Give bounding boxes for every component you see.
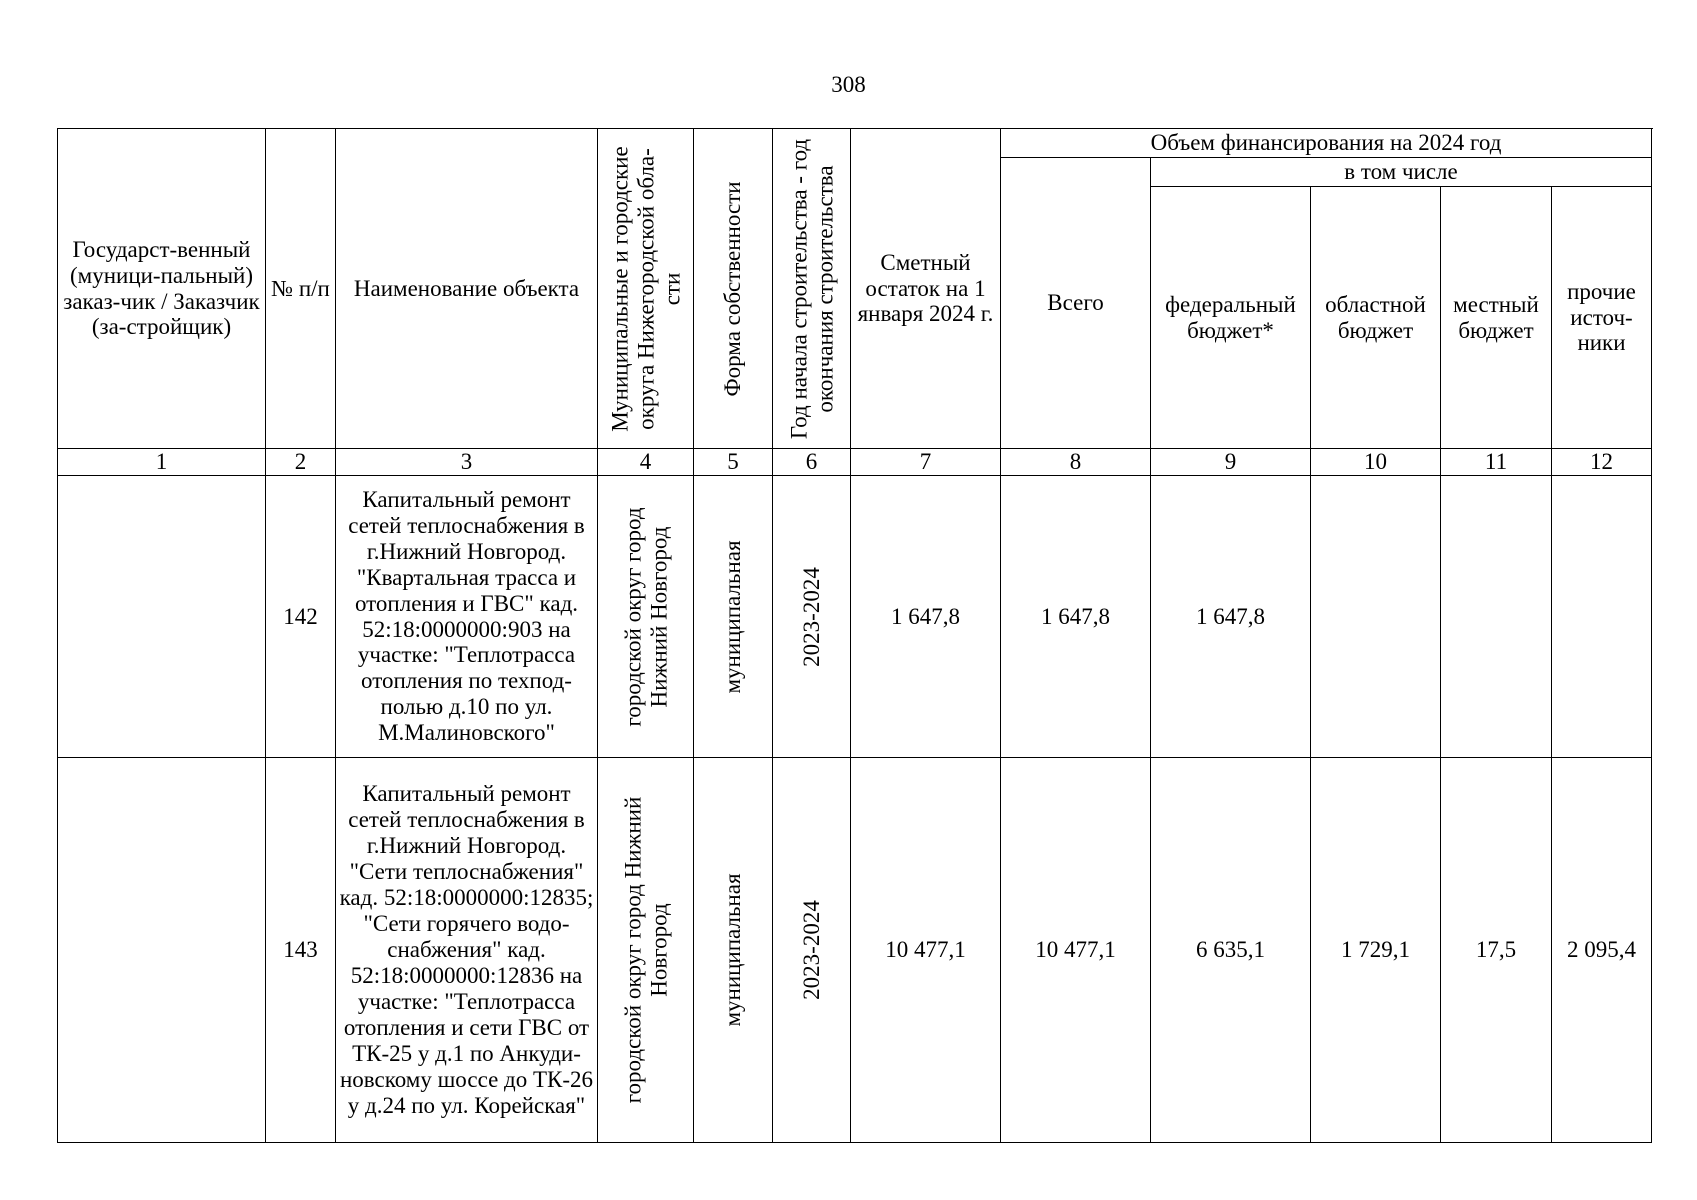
table-row [58, 476, 1652, 758]
column-number: 9 [1151, 449, 1311, 476]
cell-federal: 1 647,8 [1151, 476, 1311, 758]
cell-regional: 1 729,1 [1311, 758, 1441, 1143]
header-including: в том числе [1151, 158, 1652, 187]
column-number: 6 [773, 449, 851, 476]
column-number: 1 [58, 449, 266, 476]
cell-ownership: муниципальная [694, 476, 773, 758]
cell-years: 2023-2024 [773, 476, 851, 758]
cell-other [1552, 476, 1652, 758]
cell-num: 143 [266, 758, 336, 1143]
column-number: 2 [266, 449, 336, 476]
cell-object-name: Капитальный ремонт сетей теплоснабжения в г.Нижний Новгород. "Квартальная трасса и отопления и ГВС" кад. 52:18:0000000:903 на участке: "Теплотрасса отопления по техпод-полью д.10 по ул. М.Малиновского" [336, 476, 598, 758]
cell-estimated-balance: 1 647,8 [851, 476, 1001, 758]
header-ownership: Форма собственности [694, 129, 773, 449]
column-number: 11 [1441, 449, 1552, 476]
header-municipality: Муниципальные и городские округа Нижегородской обла-сти [598, 129, 694, 449]
cell-municipality: городской округ город Нижний Новгород [598, 758, 694, 1143]
column-number: 10 [1311, 449, 1441, 476]
column-number: 4 [598, 449, 694, 476]
cell-total: 10 477,1 [1001, 758, 1151, 1143]
header-other: прочие источ-ники [1552, 187, 1652, 449]
cell-local: 17,5 [1441, 758, 1552, 1143]
header-federal: федеральный бюджет* [1151, 187, 1311, 449]
cell-other: 2 095,4 [1552, 758, 1652, 1143]
header-total: Всего [1001, 158, 1151, 449]
cell-ownership: муниципальная [694, 758, 773, 1143]
cell-federal: 6 635,1 [1151, 758, 1311, 1143]
cell-local [1441, 476, 1552, 758]
cell-num: 142 [266, 476, 336, 758]
cell-total: 1 647,8 [1001, 476, 1151, 758]
header-estimated-balance: Сметный остаток на 1 января 2024 г. [851, 129, 1001, 449]
cell-customer [58, 758, 266, 1143]
cell-customer [58, 476, 266, 758]
cell-years: 2023-2024 [773, 758, 851, 1143]
column-number: 3 [336, 449, 598, 476]
header-local: местный бюджет [1441, 187, 1552, 449]
cell-estimated-balance: 10 477,1 [851, 758, 1001, 1143]
column-number: 8 [1001, 449, 1151, 476]
cell-object-name: Капитальный ремонт сетей теплоснабжения в г.Нижний Новгород. "Сети теплоснабжения" кад. 52:18:0000000:12835; "Сети горячего водо-снабжения" кад. 52:18:0000000:12836 на участке: "Теплотрасса отопления и сети ГВС от ТК-25 у д.1 по Анкуди-новскому шоссе до ТК-26 у д.24 по ул. Корейская" [336, 758, 598, 1143]
column-number: 12 [1552, 449, 1652, 476]
cell-regional [1311, 476, 1441, 758]
header-customer: Государст-венный (муници-пальный) заказ-чик / Заказчик (за-стройщик) [58, 129, 266, 449]
financing-table [57, 128, 1652, 1143]
table-row [58, 758, 1652, 1143]
page-number: 308 [831, 72, 866, 97]
header-regional: областной бюджет [1311, 187, 1441, 449]
header-object-name: Наименование объекта [336, 129, 598, 449]
cell-municipality: городской округ город Нижний Новгород [598, 476, 694, 758]
header-years: Год начала строительства - год окончания строительства [773, 129, 851, 449]
header-num: № п/п [266, 129, 336, 449]
header-financing-group: Объем финансирования на 2024 год [1001, 129, 1652, 158]
column-number: 5 [694, 449, 773, 476]
column-number: 7 [851, 449, 1001, 476]
